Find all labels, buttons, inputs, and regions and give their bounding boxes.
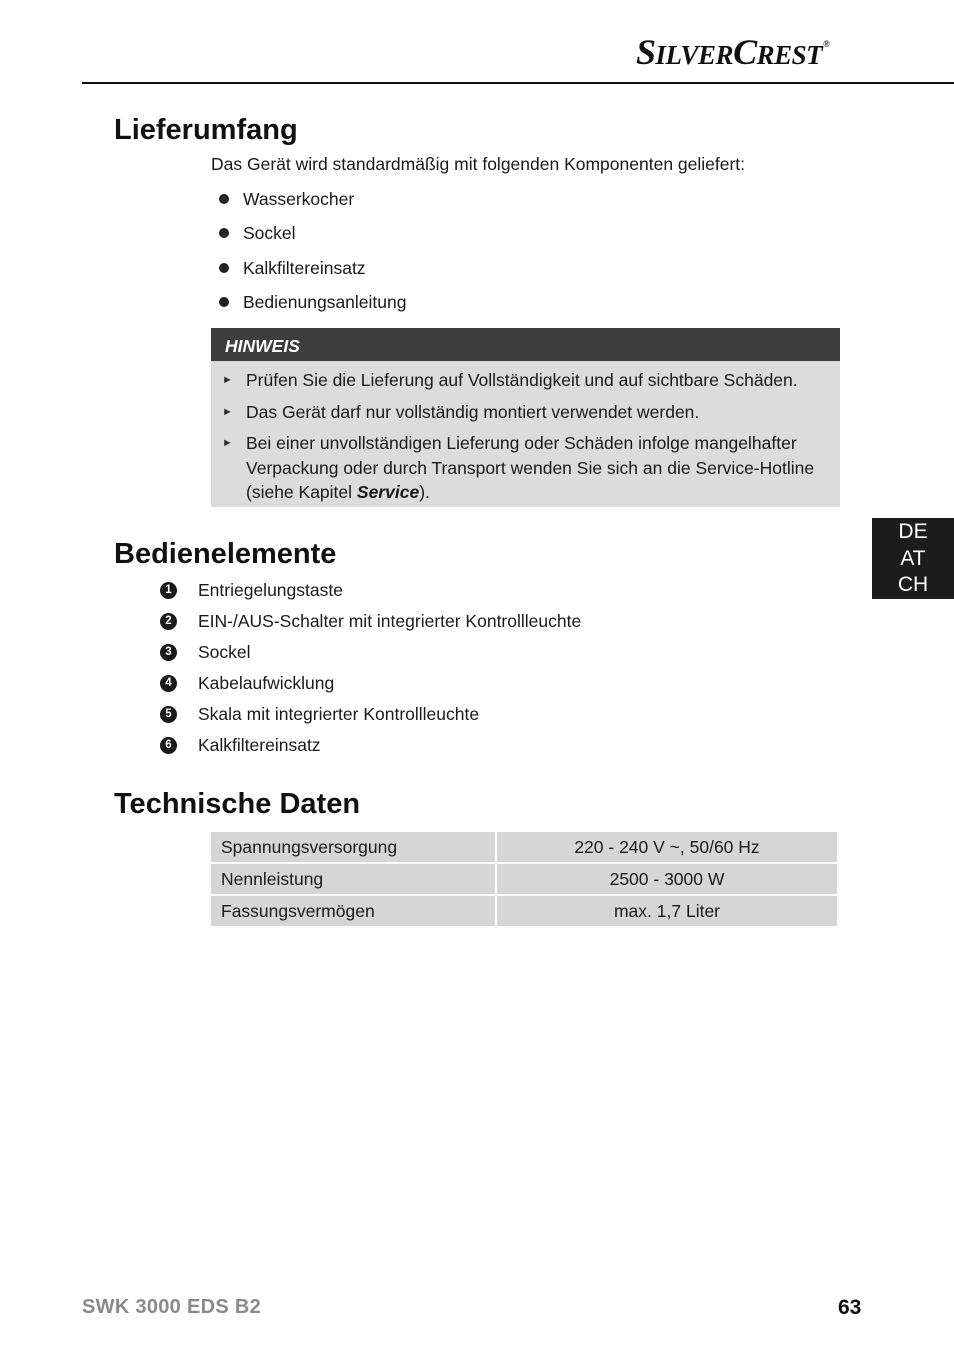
table-row (211, 864, 837, 894)
service-reference: Service (356, 482, 420, 502)
number-badge: 3 (160, 644, 177, 661)
arrow-right-icon: ► (222, 374, 233, 386)
spec-key: Nennleistung (211, 864, 495, 894)
spec-key: Fassungsvermögen (211, 896, 495, 926)
table-row (211, 896, 837, 926)
spec-value: max. 1,7 Liter (497, 896, 837, 926)
table-row (211, 832, 837, 862)
heading-technische-daten: Technische Daten (114, 788, 361, 820)
heading-lieferumfang: Lieferumfang (114, 114, 298, 146)
bullet-icon (219, 228, 229, 238)
hinweis-list (211, 368, 840, 505)
number-badge: 4 (160, 675, 177, 692)
bedienelemente-list (160, 578, 581, 764)
list-item: ► Prüfen Sie die Lieferung auf Vollständigkeit und auf sichtbare Schäden. (211, 368, 840, 393)
number-badge: 1 (160, 582, 177, 599)
header-rule (82, 82, 954, 84)
heading-bedienelemente: Bedienelemente (114, 538, 337, 570)
page-number: 63 (838, 1296, 862, 1319)
bullet-icon (219, 194, 229, 204)
lieferumfang-list (211, 188, 406, 325)
spec-key: Spannungsversorgung (211, 832, 495, 862)
hinweis-box (211, 328, 840, 507)
list-item: 4 Kabelaufwicklung (160, 671, 581, 702)
list-item: 6 Kalkfiltereinsatz (160, 733, 581, 764)
silvercrest-logo: SILVERCREST® (636, 32, 830, 72)
list-item: 1 Entriegelungstaste (160, 578, 581, 609)
language-tab: DE AT CH (872, 518, 954, 599)
list-item: Bedienungsanleitung (211, 291, 406, 325)
list-item: 5 Skala mit integrierter Kontrollleuchte (160, 702, 581, 733)
spec-value: 220 - 240 V ~, 50/60 Hz (497, 832, 837, 862)
list-item: 3 Sockel (160, 640, 581, 671)
number-badge: 6 (160, 737, 177, 754)
spec-value: 2500 - 3000 W (497, 864, 837, 894)
list-item: ► Das Gerät darf nur vollständig montiert verwendet werden. (211, 400, 840, 425)
list-item: Sockel (211, 222, 406, 256)
list-item: ► Bei einer unvollständigen Lieferung oder Schäden infolge mangelhafter Verpackung oder durch Transport wenden Sie sich an die Service-Hotline (siehe Kapitel Service). (222, 433, 815, 502)
specs-table (209, 830, 839, 928)
list-item: Wasserkocher (211, 188, 406, 222)
number-badge: 5 (160, 706, 177, 723)
footer-model: SWK 3000 EDS B2 (82, 1296, 262, 1318)
list-item: Kalkfiltereinsatz (211, 257, 406, 291)
bullet-icon (219, 297, 229, 307)
arrow-right-icon: ► (222, 405, 233, 418)
hinweis-title: HINWEIS (211, 328, 840, 361)
number-badge: 2 (160, 613, 177, 630)
arrow-right-icon: ► (222, 437, 233, 449)
lieferumfang-intro: Das Gerät wird standardmäßig mit folgenden Komponenten geliefert: (211, 154, 746, 174)
bullet-icon (219, 263, 229, 273)
list-item: 2 EIN-/AUS-Schalter mit integrierter Kontrollleuchte (160, 609, 581, 640)
